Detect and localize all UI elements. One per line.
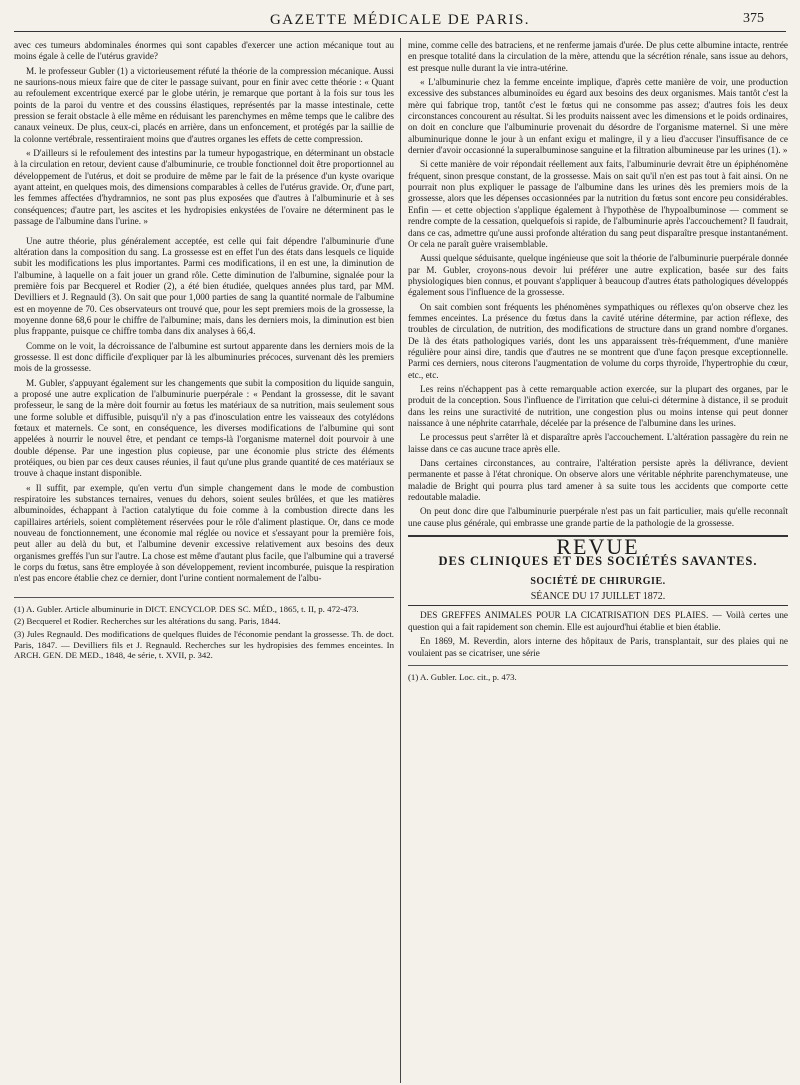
society-heading: SOCIÉTÉ DE CHIRURGIE. [530, 575, 666, 587]
paragraph: « D'ailleurs si le refoulement des intestins par la tumeur hypogastrique, en déterminant un obstacle à la circulation en retour, devient cause d'albuminurie, ce trouble fonctionnel doit être proportionnel au développement de l'utérus, et doit se produire de même par le fait de la présence d'un kyste ovarique ayant atteint, en quelques mois, des dimensions comparables à celles de l'utérus gravide. Or, d'une part, les femmes affectées d'hydramnios, ne sont pas plus exposées que d'autres à l'albuminurie et à ses conséquences; d'autre part, les ascites et les hydropisies enkystées de l'ovaire ne déterminent pas le passage de l'albumine dans l'urine. » [14, 148, 394, 227]
paragraph: DES GREFFES ANIMALES POUR LA CICATRISATION DES PLAIES. — Voilà certes une question qui a fait rapidement son chemin. Elle est aujourd'hui établie et bien établie. [408, 610, 788, 632]
journal-title: GAZETTE MÉDICALE DE PARIS. [269, 12, 531, 28]
revue-title: REVUE [556, 534, 640, 560]
paragraph: « L'albuminurie chez la femme enceinte implique, d'après cette manière de voir, une production excessive des substances albuminoïdes eu égard aux besoins des deux organismes. Mais tantôt c'est la mère qui fabrique trop, tantôt c'est le fœtus qui ne consomme pas assez; d'autres fois les deux circonstances concourent au résultat. Si les produits naissent avec les dimensions et le poids ordinaires, on doit en conclure que l'albuminurie provenait du désordre de l'organisme maternel. Si une mère albuminurique donne le jour à un enfant exigu et malingre, il y a lieu d'accuser l'insuffisance de ce dernier d'avoir occasionné la superalbuminose sanguine et la filtration albumineuse par les urines (1). » [408, 77, 788, 156]
paragraph: Le processus peut s'arrêter là et disparaître après l'accouchement. L'altération passagère du rein ne laisse dans ce cas aucune trace après elle. [408, 432, 788, 454]
footnote: (2) Becquerel et Rodier. Recherches sur les altérations du sang. Paris, 1844. [14, 616, 281, 627]
left-column [14, 40, 394, 1080]
paragraph: avec ces tumeurs abdominales énormes qui sont capables d'exercer une action mécanique tout au moins égale à celle de l'utérus gravide? [14, 40, 394, 62]
right-column [408, 40, 788, 1080]
paragraph: Dans certaines circonstances, au contraire, l'altération persiste après la délivrance, devient permanente et passe à l'état chronique. On observe alors une véritable néphrite parenchymateuse, une maladie de Bright qui pourra plus tard amener à sa suite tous les accidents que comporte cette redoutable maladie. [408, 458, 788, 503]
paragraph: Si cette manière de voir répondait réellement aux faits, l'albuminurie devrait être un épiphénomène fréquent, sinon presque constant, de la grossesse. Mais on sait qu'il n'en est pas tout à fait ainsi. On ne pourrait non plus expliquer le passage de l'albumine dans les urines dès les premiers mois de la grossesse, alors que les dépenses occasionnées par la nutrition du fœtus sont encore peu considérables. Enfin — et cette objection s'applique également à l'hypothèse de l'hypoalbuminose — comment se rendre compte de la cessation, quelquefois si rapide, de l'albuminurie après l'accouchement? Il faudrait, dans ce cas, admettre qu'une aussi profonde altération du sang peut disparaître presque instantanément. Or cela ne paraît guère vraisemblable. [408, 159, 788, 249]
revue-section-header [408, 535, 788, 606]
footnote-rule [408, 665, 788, 666]
revue-subtitle: DES CLINIQUES ET DES SOCIÉTÉS SAVANTES. [438, 554, 758, 569]
paragraph: Les reins n'échappent pas à cette remarquable action exercée, sur la plupart des organes, par le produit de la conception. Sous l'influence de l'irritation que celui-ci détermine à distance, il se produit dans les reins une suractivité de nutrition, une congestion plus ou moins intense qui peut donner naissance à une néphrite catarrhale, décelée par la présence de l'albumine dans les urines. [408, 383, 788, 428]
footnote-rule [14, 597, 394, 598]
paragraph: Une autre théorie, plus généralement acceptée, est celle qui fait dépendre l'albuminurie d'une altération dans la composition du sang. La grossesse est en effet l'un des états dans lesquels ce liquide subit les modifications les plus importantes. Parmi ces modifications, il en est une, la diminution de l'albumine, à laquelle on a fait jouer un grand rôle. Cette diminution de l'albumine, signalée pour la première fois par Becquerel et Rodier (2), a été bien étudiée, quelques années plus tard, par MM. Devilliers et J. Regnauld (3). On sait que pour 1,000 parties de sang la quantité normale de l'albumine est en moyenne de 70. Ces observateurs ont trouvé que, pour les sept premiers mois de la grossesse, la moyenne donne 68,6 pour le chiffre de l'albumine; mais, dans les derniers mois, la diminution est bien plus frappante, puisque ce chiffre tomba dans dix analyses à 66,4. [14, 235, 394, 337]
paragraph: « Il suffit, par exemple, qu'en vertu d'un simple changement dans le mode de combustion respiratoire les substances ternaires, venues du dehors, soient seules brûlées, et que les matières albuminoïdes, échappant à l'action catalytique du foie comme à la combustion directe dans les capillaires artériels, soient complètement réservées pour le rôle d'aliment plastique. Or, dans ce mode nouveau de fonctionnement, une économie mal réglée ou novice et s'essayant pour la première fois, peut aller au delà du but, et l'albumine devenir excessive relativement aux besoins des deux organismes greffés l'un sur l'autre. La chose est même d'autant plus facile, que l'albumine qui a traversé le corps du fœtus, sans être employée à son développement, revient incomburée, puisque la respiration n'est pas encore établie chez ce dernier, dont l'urine contient normalement de l'albu- [14, 482, 394, 584]
footnotes [14, 604, 394, 661]
footnote: (3) Jules Regnauld. Des modifications de quelques fluides de l'économie pendant la grossesse. Th. de doct. Paris, 1847. — Devilliers fils et J. Regnauld. Recherches sur les hydropisies des femmes enceintes. In ARCH. GEN. DE MED., 1848, 4e série, t. XVII, p. 342. [14, 629, 394, 661]
paragraph: M. Gubler, s'appuyant également sur les changements que subit la composition du liquide sanguin, a proposé une autre explication de l'albuminurie puerpérale : « Pendant la grossesse, dit le savant professeur, le sang de la mère doit fournir au fœtus les matériaux de sa nutrition, mais seulement sous une forme soluble et diffusible, puisqu'il n'y a pas d'inosculation entre les vaisseaux des cotylédons fœtaux et maternels. Ce sont, en conséquence, les diverses modifications de l'albumine qui sont appelées à nourrir le nouvel être, et pendant ce temps-là l'organisme maternel doit pourvoir à une double dépense. Par une ingestion plus copieuse, par une économie plus stricte des éléments protéiques, ou bien par ces deux causes réunies, il faut qu'une plus grande quantité de ces matériaux se trouve à chaque instant disponible. [14, 377, 394, 479]
footnotes [408, 672, 788, 683]
session-date: SÉANCE DU 17 JUILLET 1872. [530, 591, 666, 603]
paragraph: Comme on le voit, la décroissance de l'albumine est surtout apparente dans les derniers mois de la grossesse. Il est donc difficile d'expliquer par là les albuminuries précoces, survenant dès les premiers mois de la grossesse. [14, 340, 394, 374]
footnote: (1) A. Gubler. Loc. cit., p. 473. [408, 671, 517, 682]
paragraph: Aussi quelque séduisante, quelque ingénieuse que soit la théorie de l'albuminurie puerpérale donnée par M. Gubler, croyons-nous devoir lui préférer une autre explication, basée sur des faits physiologiques bien connus, et pouvant s'appliquer à beaucoup d'autres états pathologiques développés également sous l'influence de la grossesse. [408, 253, 788, 298]
paragraph: M. le professeur Gubler (1) a victorieusement réfuté la théorie de la compression mécanique. Aussi ne saurions-nous mieux faire que de citer le passage suivant, pour en finir avec cette théorie : « Quant au refoulement excentrique exercé par le globe utérin, je remarque que portant à la fois sur tous les points de la paroi du ventre et des coussins élastiques, représentés par la masse intestinale, cette pression se ferait obstacle à elle même en réduisant les parenchymes en même temps que le calibre des canaux veineux. De plus, ceux-ci, placés en arrière, dans un enfoncement, et protégés par la saillie de la colonne vertébrale, ressentiraient moins que d'autres organes les effets de cette compression. [14, 65, 394, 144]
paragraph: mine, comme celle des batraciens, et ne renferme jamais d'urée. De plus cette albumine intacte, rentrée en presque totalité dans la circulation de la mère, attendu que la sécrétion rénale, sans issue au dehors, est presque nulle durant la vie intra-utérine. [408, 40, 788, 73]
column-divider [400, 38, 401, 1083]
paragraph: On peut donc dire que l'albuminurie puerpérale n'est pas un fait particulier, mais qu'elle reconnaît une cause plus générale, qui embrasse une grande partie de la pathologie de la grossesse. [408, 506, 788, 528]
paragraph: On sait combien sont fréquents les phénomènes sympathiques ou réflexes qu'on observe chez les femmes enceintes. La présence du fœtus dans la cavité utérine détermine, par action réflexe, des troubles de circulation, de nutrition, des modifications de structure dans un grand nombre d'organes. De là des états pathologiques variés, dont les uns apparaissent très-fréquemment, d'une manière régulière pour ainsi dire, tandis que d'autres ne se montrent que d'une façon presque exceptionnelle. Parmi ces derniers, nous citerons l'augmentation de volume du corps thyroïde, l'hypertrophie du cœur, etc., etc. [408, 301, 788, 380]
footnote: (1) A. Gubler. Article albuminurie in DICT. ENCYCLOP. DES SC. MÉD., 1865, t. II, p. 472-473. [14, 603, 359, 614]
page-number: 375 [743, 11, 764, 26]
paragraph: En 1869, M. Reverdin, alors interne des hôpitaux de Paris, transplantait, sur des plaies qui ne voulaient pas se cicatriser, une série [408, 636, 788, 658]
page-header [14, 6, 786, 32]
